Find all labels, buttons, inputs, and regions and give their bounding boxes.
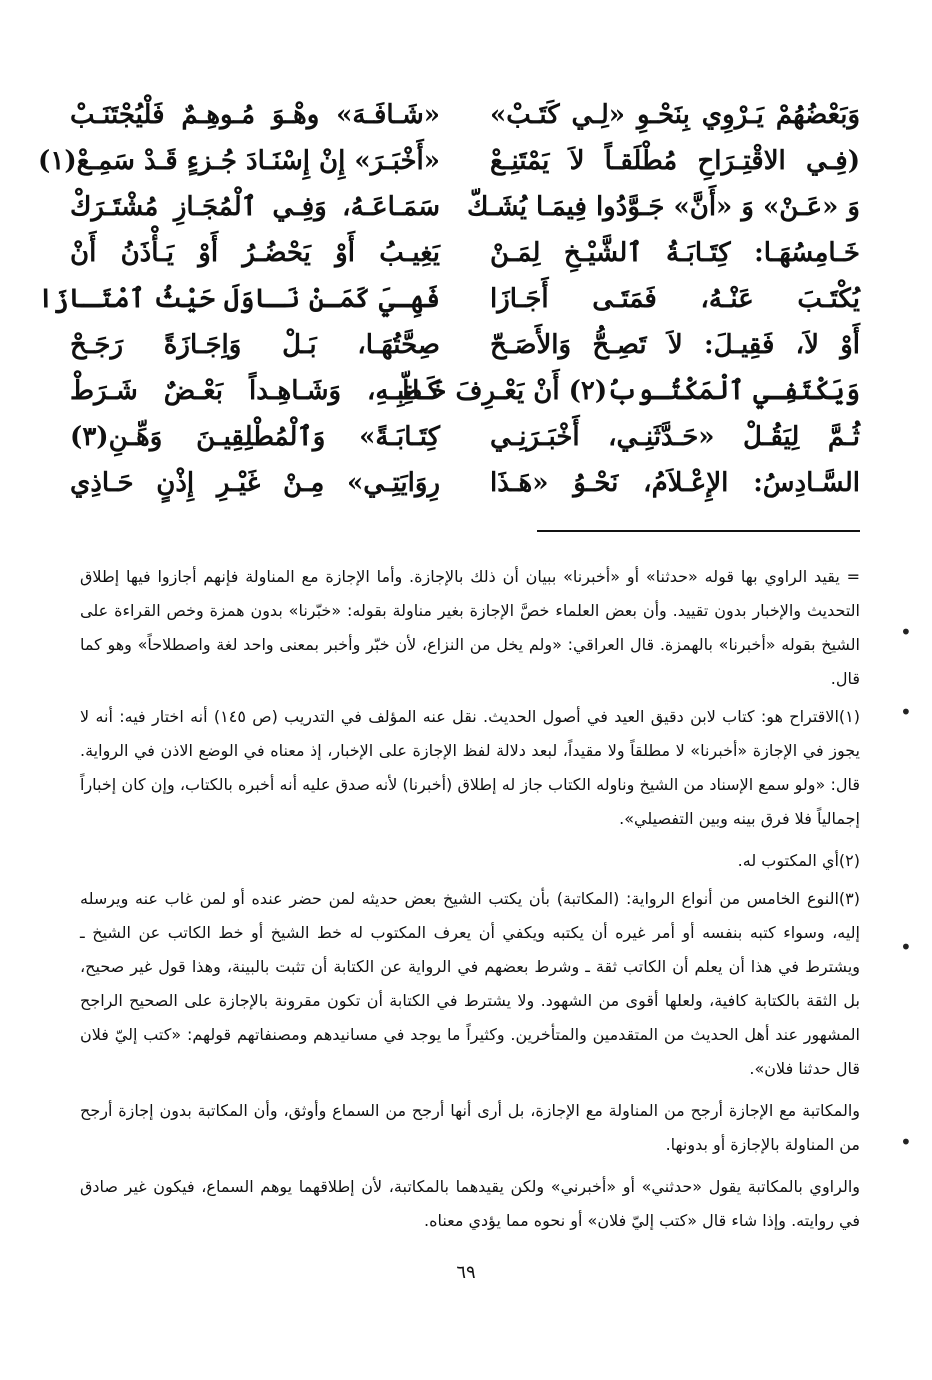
margin-mark: • <box>900 620 912 644</box>
margin-mark: • <box>900 1130 912 1154</box>
page-number: ٦٩ <box>456 1262 476 1283</box>
verse-line: خَـامِسُهَـا: كِتَـابَـةُ ٱلشَّيْـخِ لِمَـنْ <box>490 238 860 268</box>
footnote-1: (١)الاقتراح هو: كتاب لابن دقيق العيد في أصول الحديث. نقل عنه المؤلف في التدريب (ص ١٤٥) أنه اختار فيه: أنه لا يجوز في الإجازة «أخبرنا» لا مطلقاً ولا مقيداً، لبعد دلالة لفظ الإجازة على الإخبار، إذ معناه في الوضع الاذن في الرواية. قال: «ولو سمع الإسناد من الشيخ وناوله الكتاب جاز له إطلاق (أخبرنا) لأنه صدق عليه أنه أخبره بالكتاب، وإن كان إخباراً إجمالياً فلا فرق بينه وبين التفصيلي». <box>80 707 860 828</box>
poem-verses <box>38 92 860 506</box>
verse-line: وَ «عَـنْ» وَ «أَنَّ» جَـوَّدُوا فِيمَـا يُشَـكّ <box>467 192 860 222</box>
margin-mark: • <box>900 700 912 724</box>
poem-right-column <box>398 92 860 506</box>
footnote-2: (٢)أي المكتوب له. <box>737 851 860 870</box>
verse-line: صِحَّتُهَـا، بَـلْ وَاِجَـازَةً رَجَـحْ <box>70 330 440 360</box>
margin-mark: • <box>900 935 912 959</box>
verse-line: ثُـمَّ لِيَقُـلْ «حَـدَّثَنِـي، أَخْبَـرَنِـي <box>490 422 860 452</box>
verse-line: (فِـي الاقْتِـرَاحِ مُطْلَقـاً لاَ يَمْتَنِـعْ <box>490 146 860 176</box>
footnotes <box>80 560 860 1242</box>
verse-line: السَّـادِسُ: الإِعْـلاَمُ، نَحْـوُ «هَـذَا <box>490 468 860 498</box>
footnote-paragraph: والراوي بالمكاتبة يقول «حدثني» أو «أخبرني» ولكن يقيدهما بالمكاتبة، لأن إطلاقهما يوهم السماع، فيكون غير صادق في روايته. وإذا شاء قال «كتب إليّ فلان» أو نحوه مما يؤدي معناه. <box>80 1177 860 1230</box>
verse-line: فَهِـيَ كَمَـنْ نَـاوَلَ حَيْثُ ٱمْتَـازَا <box>38 284 440 314</box>
footnote-separator-rule <box>537 530 860 532</box>
verse-line: وَيَكْتَفِـي ٱلْمَكْتُـوبُ(٢) أَنْ يَعْـرِفَ خَـطّ <box>398 376 860 406</box>
verse-line: «شَـافَـهَ» وهْـوَ مُـوهِـمٌ فَلْيُجْتَنَـبْ <box>70 100 440 130</box>
footnote-paragraph: والمكاتبة مع الإجازة أرجح من المناولة مع الإجازة، بل أرى أنها أرجح من السماع وأوثق، وأن المكاتبة بدون إجازة أرجح من المناولة بالإجازة أو بدونها. <box>80 1101 860 1154</box>
verse-line: وَبَعْضُهُمْ يَـرْوِي بِنَحْـوِ «لِـي كَتَـبْ» <box>490 100 860 130</box>
verse-line: «أَخْبَـرَ» إِنْ إِسْنَـادَ جُـزءٍ قَـدْ سَمِـعْ(١) <box>38 146 440 176</box>
verse-line: يَغِيـبُ أَوْ يَحْضُـرُ أَوْ يَـأْذَنُ أَنْ <box>70 238 440 268</box>
verse-line: كِتَـابَـةً» وَٱلْمُطْلِقِيـنَ وَهِّـنِ(٣) <box>70 422 440 452</box>
verse-line: سَمَـاعَـهُ، وَفِـي ٱلْمُجَـازِ مُشْتَـرَكْ <box>70 192 440 222</box>
verse-line: أَوْ لاَ، فَقِيـلَ: لاَ تَصِـحُّ وَالأَصَـحّ <box>490 330 860 360</box>
verse-line: كَـاتِبِـهِ، وَشَـاهِـداً بَعْـضٌ شَـرَطْ <box>70 376 440 406</box>
footnote-continuation: = يقيد الراوي بها قوله «حدثنا» أو «أخبرنا» ببيان أن ذلك بالإجازة. وأما الإجازة مع المناولة فإنهم أجازوا فيها إطلاق التحديث والإخبار بدون تقييد. وأن بعض العلماء خصَّ الإجازة بغير مناولة بقوله: «خبّرنا» بدون همزة وخص القراءة على الشيخ بقوله «أخبرنا» بالهمزة. قال العراقي: «ولم يخل من النزاع، لأن خبّر وأخبر بمعنى واحد لغة واصطلاحاً» وهو كما قال. <box>80 567 860 688</box>
verse-line: يُكْتَـبَ عَنْـهُ، فَمَتَـى أَجَـازَا <box>490 284 860 314</box>
footnote-3: (٣)النوع الخامس من أنواع الرواية: (المكاتبة) بأن يكتب الشيخ بعض حديثه لمن حضر عنده أو لمن غاب عنه ويرسله إليه، وسواء كتبه بنفسه أو أمر غيره أن يكتبه ويكفي أن يعرف المكتوب له خط الشيخ أو خط الكاتب عن الشيخ ـ ويشترط في هذا أن يعلم أن الكاتب ثقة ـ وشرط بعضهم في الرواية عن الكتابة أن تثبت بالبينة، وهذا قول غير صحيح، بل الثقة بالكتابة كافية، ولعلها أقوى من الشهود. ولا يشترط في الكتابة أن تكون مقرونة بالإجازة على الصحيح الراجح المشهور عند أهل الحديث من المتقدمين والمتأخرين. وكثيراً ما يوجد في مسانيدهم ومصنفاتهم قولهم: «كتب إليّ فلان قال حدثنا فلان». <box>80 889 860 1078</box>
verse-line: رِوَايَتِـي» مِـنْ غَيْـرِ إِذْنٍ حَـاذِي <box>70 468 440 498</box>
poem-left-column <box>38 92 440 506</box>
